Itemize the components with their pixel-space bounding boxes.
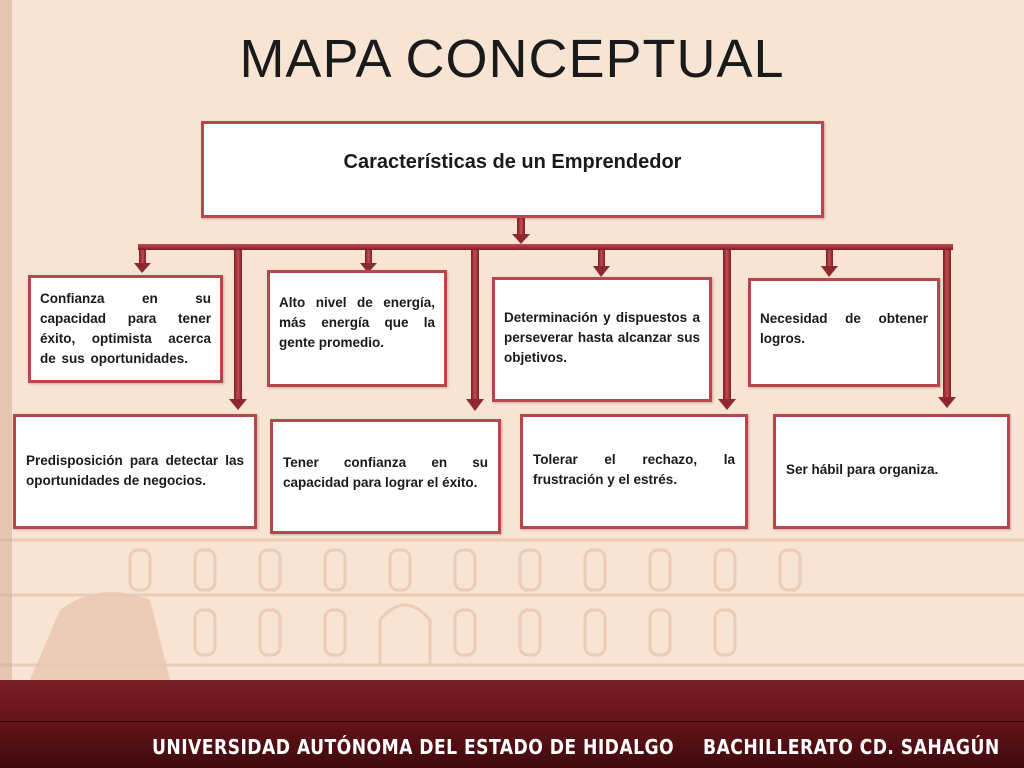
root-concept-label: Características de un Emprendedor: [343, 150, 682, 173]
concept-box-determinacion: [492, 277, 712, 402]
footer-school: BACHILLERATO CD. SAHAGÚN: [703, 735, 1000, 759]
concept-box-energia: [267, 270, 447, 387]
concept-text: Confianza en su capacidad para tener éxito, optimista acerca de sus oportunidades.: [40, 291, 211, 366]
concept-text: Predisposición para detectar las oportunidades de negocios.: [26, 452, 244, 488]
concept-text: Alto nivel de energía, más energía que la gente promedio.: [279, 294, 435, 350]
concept-text: Tener confianza en su capacidad para lograr el éxito.: [283, 454, 488, 490]
footer-university: UNIVERSIDAD AUTÓNOMA DEL ESTADO DE HIDALGO: [152, 735, 675, 759]
page-title: MAPA CONCEPTUAL: [239, 29, 785, 89]
horizontal-connector: [138, 244, 953, 250]
footer-divider: [0, 721, 1024, 722]
concept-box-confianza: [28, 275, 223, 383]
concept-text: Ser hábil para organiza.: [786, 461, 939, 477]
concept-box-logros: [748, 278, 940, 387]
concept-box-tener-confianza: [270, 419, 501, 534]
root-stem-arrow: [517, 218, 525, 238]
concept-box-organizar: [773, 414, 1010, 529]
top-row-arrows: [134, 250, 838, 277]
concept-box-tolerar: [520, 414, 748, 529]
concept-box-predisposicion: [13, 414, 257, 529]
concept-text: Tolerar el rechazo, la frustración y el estrés.: [533, 451, 735, 487]
concept-text: Necesidad de obtener logros.: [760, 310, 928, 346]
concept-text: Determinación y dispuestos a perseverar hasta alcanzar sus objetivos.: [504, 309, 700, 365]
root-concept-box: [201, 121, 824, 218]
